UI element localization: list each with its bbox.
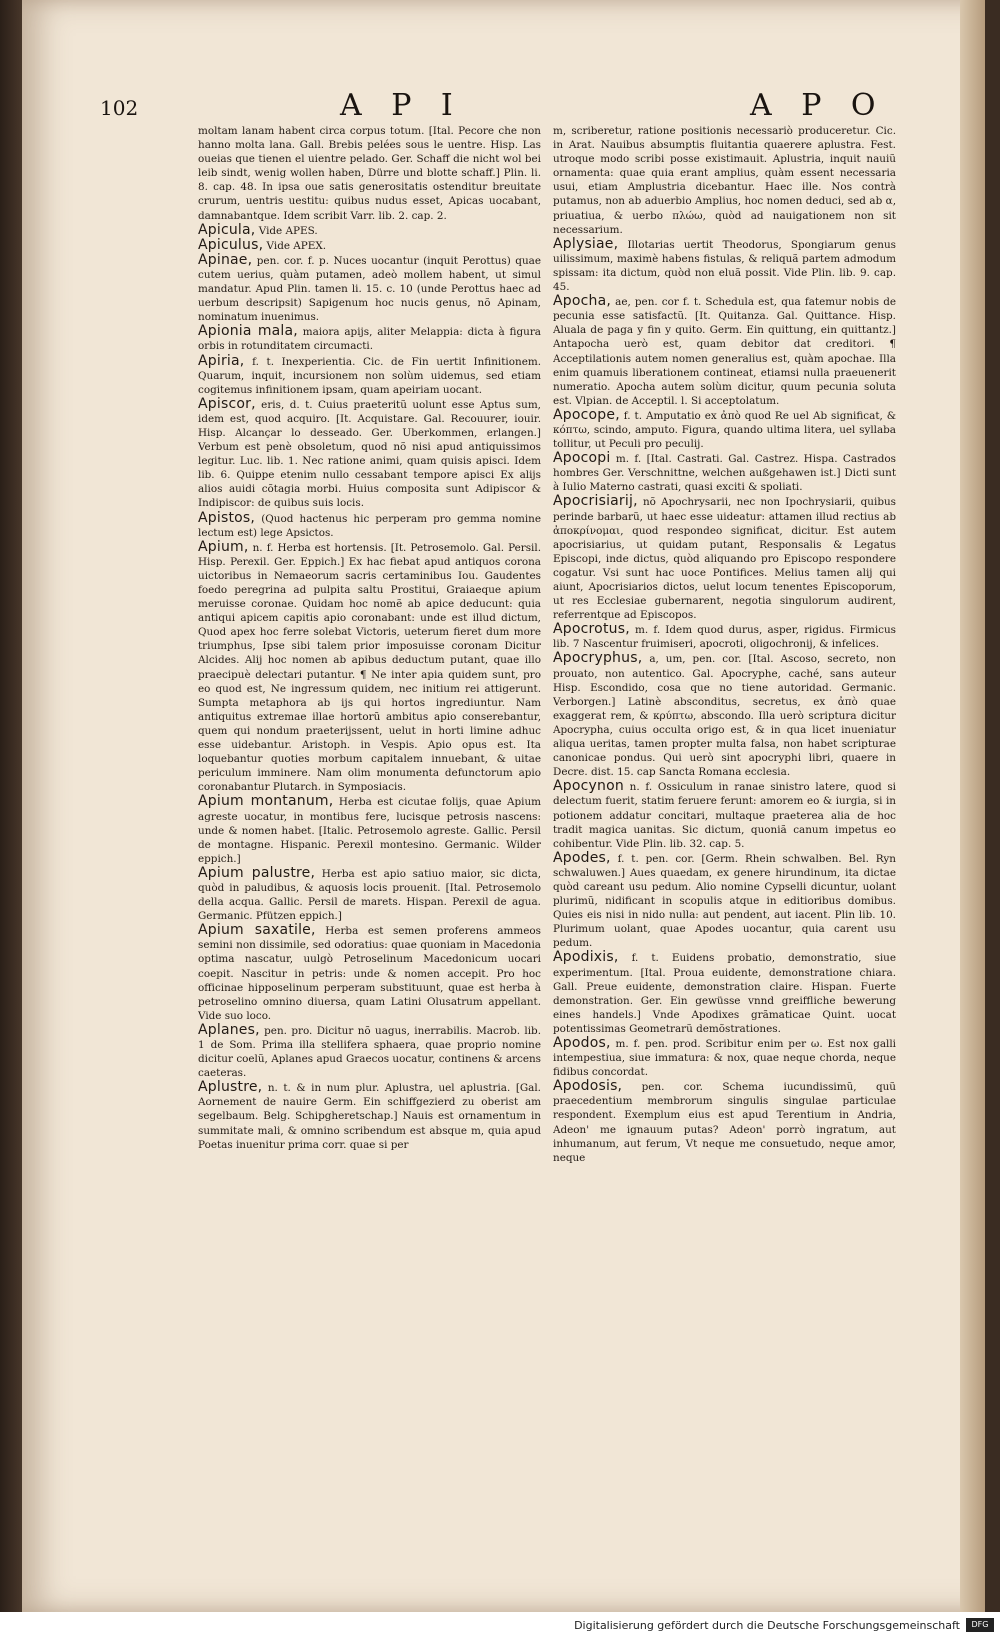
right-column [553, 124, 896, 1334]
dictionary-entry [198, 923, 541, 1023]
entry-text: Vide APES. [258, 224, 318, 237]
dictionary-entry [553, 851, 896, 951]
dictionary-entry [198, 794, 541, 865]
entry-headword: Aplanes, [198, 1021, 260, 1038]
dictionary-entry [198, 1080, 541, 1151]
left-running-head: A P I [340, 88, 463, 123]
entry-text: m, scriberetur, ratione positionis necessariò produceretur. Cic. in Arat. Nauibus absumptis fluitantia quaerere aplustra. Fest. utroque modo scribi posse existimauit. Aplustria, inquit nauiũ ornamenta: quae quia erant amplius, quàm essent necessaria usui, etiam Amplustria dicebantur. Haec ille. Nos contrà putamus, non ab aduerbio Amplius, hoc nomen deduci, sed ab α, priuatiua, & uerbo πλώω, quòd ad nauigationem non sit necessarium. [553, 125, 896, 236]
entry-text: Herba est semen proferens ammeos semini non dissimile, sed odoratius: quae quoniam in Macedonia optima nascatur, uulgò Petroselinum Macedonicum uocari coepit. Nascitur in petris: unde & nomen accepit. Pro hoc officinae hipposelinum perperam substituunt, quae est herba à petroselino omnino diuersa, quam Latini Olusatrum appellant. Vide suo loco. [198, 925, 541, 1022]
entry-headword: Apocha, [553, 293, 612, 310]
entry-headword: Apodosis, [553, 1078, 623, 1095]
dictionary-entry [198, 866, 541, 923]
dictionary-entry [553, 779, 896, 850]
page-number: 102 [100, 96, 139, 120]
entry-text: a, um, pen. cor. [Ital. Ascoso, secreto, non prouato, non autentico. Gal. Apocryphe, caché, sans auteur Hisp. Escondido, cosa que no tiene autoridad. Germanic. Verborgen.] Latinè absconditus, secretus, ex ἀπὸ quae exaggerat rem, & κρύπτω, abscondo. Illa uerò scriptura dicitur Apocrypha, cuius occulta origo est, & in qua licet inueniatur aliqua ueritas, tamen propter multa falsa, non habet scripturae canonicae pondus. Qui uerò sint apocryphi libri, quaere in Decre. dist. 15. cap Sancta Romana ecclesia. [553, 653, 896, 779]
entry-text: f. t. Amputatio ex ἀπὸ quod Re uel Ab significat, & κόπτω, scindo, amputo. Figura, quando ultima litera, uel syllaba tollitur, ut Peculi pro peculij. [553, 409, 896, 451]
entry-headword: Apocopi [553, 450, 611, 467]
dictionary-entry [198, 238, 541, 253]
entry-headword: Apodes, [553, 849, 611, 866]
entry-headword: Apiscor, [198, 395, 256, 412]
dictionary-entry [198, 511, 541, 540]
dictionary-entry [553, 451, 896, 494]
dictionary-entry [198, 397, 541, 511]
entry-headword: Apodos, [553, 1035, 611, 1051]
entry-text: Illotarias uertit Theodorus, Spongiarum genus uilissimum, maximè habens fistulas, & reliquã partem admodum spissam: ita dictum, quòd non eluã possit. Vide Plin. lib. 9. cap. 45. [553, 238, 896, 294]
entry-text: f. t. Euidens probatio, demonstratio, siue experimentum. [Ital. Proua euidente, demonstratione chiara. Gall. Preue euidente, demonstration claire. Hispan. Fuerte demonstration. Ger. Ein gewüsse vnnd greiffliche bewerung eines handels.] Vnde Apodixes grãmaticae Quint. uocat potentissimas Geometrarũ demõstrationes. [553, 952, 896, 1035]
entry-text: moltam lanam habent circa corpus totum. [Ital. Pecore che non hanno molta lana. Gall. Brebis pelées sous le uentre. Hisp. Las oueias que tienen el uientre pelado. Ger. Schaff die nicht wol bei leib sindt, wenig wollen haben, Dürre und blotte schaff.] Plin. li. 8. cap. 48. In ipsa oue satis generositatis ostenditur breuitate crurum, uentris uestitu: quibus nudus esset, Apicas uocabant, damnabantque. Idem scribit Varr. lib. 2. cap. 2. [198, 125, 541, 222]
entry-headword: Apium montanum, [198, 793, 334, 810]
dictionary-entry [553, 651, 896, 779]
dictionary-entry [553, 950, 896, 1036]
entry-headword: Apium palustre, [198, 864, 316, 881]
dictionary-entry [198, 324, 541, 353]
entry-headword: Apocrisiarij, [553, 493, 638, 510]
entry-headword: Apodixis, [553, 949, 619, 966]
dictionary-entry [553, 294, 896, 408]
entry-headword: Aplustre, [198, 1079, 263, 1096]
entry-headword: Apionia mala, [198, 323, 298, 340]
entry-text: Herba est apio satiuo maior, sic dicta, quòd in paludibus, & aquosis locis prouenit. [Ital. Petrosemolo della acqua. Gallic. Persil de marets. Hispan. Perexil de agua. Germanic. Pfützen eppich.] [198, 867, 541, 923]
entry-headword: Apocryphus, [553, 650, 643, 667]
entry-headword: Apiculus, [198, 236, 264, 253]
entry-text: f. t. Inexperientia. Cic. de Fin uertit Infinitionem. Quarum, inquit, incursionem non solùm uidemus, sed etiam cogitemus infinitionem ipsam, quam apeiriam uocant. [198, 355, 541, 396]
dfg-logo: DFG [966, 1618, 994, 1632]
entry-text: pen. cor. f. p. Nuces uocantur (inquit Perottus) quae cutem uerius, quàm putamen, adeò mollem habent, ut simul mandatur. Apud Plin. tamen li. 15. c. 10 (unde Perottus haec ad uerbum descripsit) Sapigenum hoc nucis genus, nõ Apinam, nominatum inuenimus. [198, 254, 541, 324]
dictionary-entry [553, 237, 896, 294]
dictionary-entry [198, 223, 541, 238]
entry-text: n. f. Herba est hortensis. [It. Petrosemolo. Gal. Persil. Hisp. Perexil. Ger. Eppich.] Ex hac fiebat apud antiquos corona uictoribus in Nemaeorum sacris certaminibus Iou. Gaudentes foedo peregrina ad pulpita saltu Prostitui, Graiaeque apium meruisse coronae. Quidam hoc nomẽ ab apice deducunt: quia antiqui apicem capitis apio coronabant: unde est illud dictum, Quod apex hoc ferre solebat Victoris, ueterum fieret dum more triumphus, Ipse sibi talem prior imposuisse coronam Dicitur Alcides. Alij hoc nomen ab apibus deductum putant, quae illo praecipuè delectari putantur. ¶ Ne inter apia quidem sunt, pro eo quod est, Ne ingressum quidem, nec initium rei attigerunt. Sumpta metaphora ab ijs qui hortos ingrediuntur. Nam antiquitus extremae illae hortorũ ambitus apio conserebantur, quem qui nondum praeterijssent, uelut in horti limine adhuc esse uidebantur. Aristoph. in Vespis. Apio opus est. Ita loquebantur quoties morbum capitalem innuebant, & uitae periculum imminere. Nam olim monumenta defunctorum apio coronabantur Plutarch. in Symposiacis. [198, 541, 541, 794]
entry-text: m. f. pen. prod. Scribitur enim per ω. Est nox galli intempestiua, siue immatura: & nox, quae neque chorda, neque fidibus concordat. [553, 1038, 896, 1079]
right-running-head: A P O [750, 88, 886, 123]
entry-text: eris, d. t. Cuius praeteritũ uolunt esse Aptus sum, idem est, quod acquiro. [It. Acquistare. Gal. Recouurer, iouir. Hisp. Alcançar lo desseado. Ger. Uberkommen, erlangen.] Verbum est penè obsoletum, quod nõ nisi apud antiquissimos legitur. Luc. lib. 1. Nec ratione animi, quam quisis apisci. Idem lib. 6. Quippe etenim nullo cessabant tempore apisci Ex alijs alios auidi cõtagia morbi. Huius composita sunt Adipiscor & Indipiscor: de quibus suis locis. [198, 398, 541, 510]
dictionary-entry [198, 124, 541, 223]
entry-text: pen. cor. Schema iucundissimũ, quũ praecedentium membrorum singulis singulae particulae respondent. Exemplum eius est apud Terentium in Andria, Adeon' me ignauum putas? Adeon' porrò ingratum, aut inhumanum, aut ferum, Vt neque me consuetudo, neque amor, neque [553, 1081, 896, 1164]
dictionary-entry [198, 354, 541, 397]
entry-text: m. f. Idem quod durus, asper, rigidus. Firmicus lib. 7 Nascentur fruimiseri, apocroti, oligochronij, & infelices. [553, 624, 896, 651]
entry-text: n. t. & in num plur. Aplustra, uel aplustria. [Gal. Aornement de nauire Germ. Ein schiffgezierd zu oberist am segelbaum. Belg. Schipgheretschap.] Nauis est ornamentum in summitate mali, & omnino scribendum est absque m, quia apud Poetas inuenitur prima corr. quae si per [198, 1082, 541, 1151]
digitization-footer [0, 1612, 1000, 1639]
entry-headword: Apocrotus, [553, 621, 630, 638]
entry-headword: Apiria, [198, 352, 245, 369]
left-column [198, 124, 541, 1334]
entry-text: Vide APEX. [266, 239, 327, 252]
entry-headword: Apinae, [198, 251, 253, 268]
entry-headword: Apium, [198, 538, 249, 555]
dictionary-entry [553, 1036, 896, 1079]
dictionary-entry [553, 124, 896, 237]
entry-headword: Apium saxatile, [198, 922, 316, 939]
page-edge [960, 0, 985, 1612]
entry-text: f. t. pen. cor. [Germ. Rhein schwalben. Bel. Ryn schwaluwen.] Aues quaedam, ex genere hirundinum, ita dictae quòd careant usu pedum. Alio nomine Cypselli dicuntur, uolant plurimũ, nidificant in scopulis atque in editioribus domibus. Quies eis nisi in nido nulla: aut pendent, aut iacent. Plin lib. 10. Plurimum uolant, quae Apodes uocantur, quia carent usu pedum. [553, 852, 896, 950]
entry-text: (Quod hactenus hic perperam pro gemma nomine lectum est) lege Apsictos. [198, 512, 541, 539]
entry-headword: Apocope, [553, 406, 620, 423]
entry-text: Herba est cicutae folijs, quae Apium agreste uocatur, in montibus fere, lucisque petrosis nascens: unde & nomen habet. [Italic. Petrosemolo agreste. Gallic. Persil de montagne. Hispanic. Perexil montesino. Germanic. Wilder eppich.] [198, 796, 541, 865]
dictionary-entry [198, 540, 541, 795]
dictionary-entry [553, 1079, 896, 1165]
entry-text: nõ Apochrysarii, nec non Ipochrysiarii, quibus perinde barbarũ, ut haec esse uideatur: attamen illud rectius ab ἀποκρίνομαι, quod respondeo significat, dicitur. Est autem apocrisiarius, ut quidam putant, Responsalis & Legatus Episcopi, inde dictus, quòd aliquando pro Episcopo respondere cogatur. Vsi sunt hac uoce Pontifices. Melius tamen alij qui aiunt, Apocrisiarios dictos, uelut locum tenentes Episcoporum, ut res Ecclesiae gubernarent, negotia singulorum audirent, referrentque ad Episcopos. [553, 496, 896, 622]
dictionary-entry [553, 494, 896, 622]
entry-text: n. f. Ossiculum in ranae sinistro latere, quod si delectum fuerit, statim feruere ferunt: amorem eo & iurgia, si in potionem addatur concitari, multaque praeterea alia de hoc tradit magica uanitas. Sic dictum, quoniã canum impetus eo cohibentur. Vide Plin. lib. 32. cap. 5. [553, 781, 896, 850]
dictionary-entry [553, 408, 896, 451]
entry-headword: Apicula, [198, 221, 256, 238]
entry-headword: Apistos, [198, 509, 256, 526]
dictionary-entry [553, 622, 896, 651]
footer-credit: Digitalisierung gefördert durch die Deutsche Forschungsgemeinschaft [574, 1619, 960, 1632]
dictionary-entry [198, 253, 541, 324]
entry-text: maiora apijs, aliter Melappia: dicta à figura orbis in rotunditatem circumacti. [198, 326, 541, 353]
entry-headword: Aplysiae, [553, 235, 619, 252]
page-header [100, 88, 945, 128]
entry-text: m. f. [Ital. Castrati. Gal. Castrez. Hispa. Castrados hombres Ger. Verschnittne, welchen außgehawen ist.] Dicti sunt à Iulio Materno castrati, quasi exciti & spoliati. [553, 453, 896, 494]
entry-headword: Apocynon [553, 778, 624, 795]
entry-text: pen. pro. Dicitur nõ uagus, inerrabilis. Macrob. lib. 1 de Som. Prima illa stellifera sphaera, quae proprio nomine dicitur coelũ, Aplanes apud Graecos uocatur, continens & arcens caeteras. [198, 1024, 541, 1080]
dictionary-entry [198, 1023, 541, 1080]
entry-text: ae, pen. cor f. t. Schedula est, qua fatemur nobis de pecunia esse satisfactũ. [It. Quitanza. Gal. Quittance. Hisp. Aluala de paga y fin y quito. Germ. Ein quittung, ein quittantz.] Antapocha uerò est, quam debitor dat creditori. ¶ Acceptilationis autem nomen generalius est, quàm apochae. Illa enim quamuis liberationem contineat, etiamsi nulla praeuenerit numeratio. Apocha autem solùm dicitur, quum pecunia soluta est. Vlpian. de Acceptil. l. Si acceptolatum. [553, 296, 896, 407]
